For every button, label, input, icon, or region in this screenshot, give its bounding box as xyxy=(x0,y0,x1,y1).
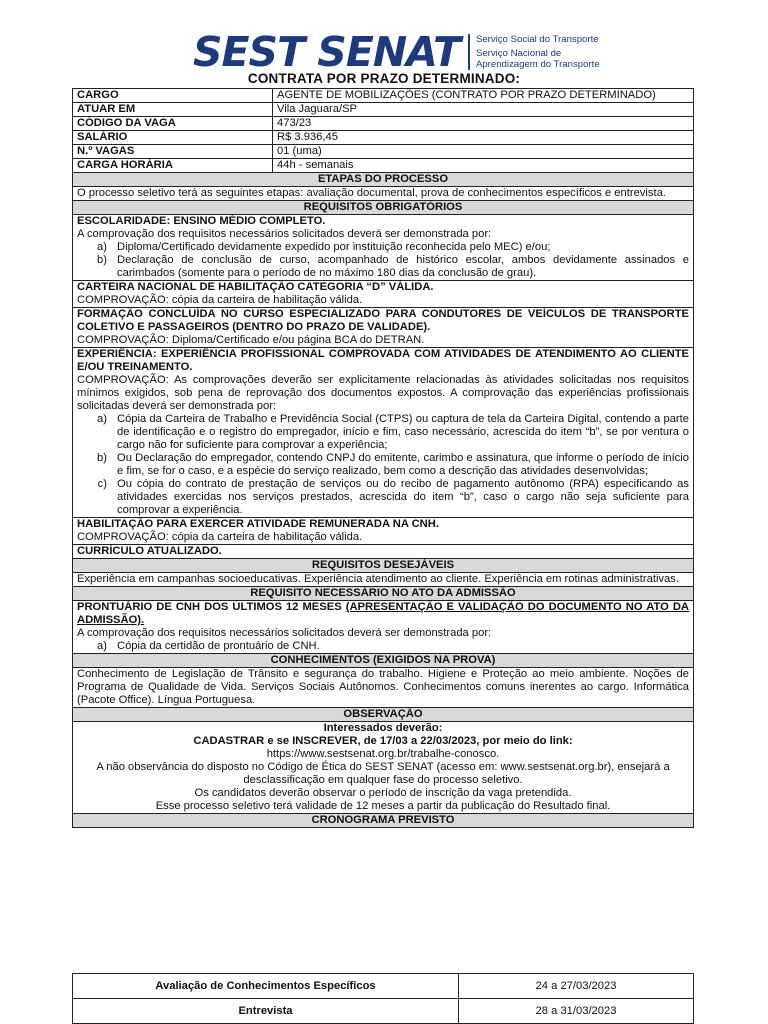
admissao-title xyxy=(77,601,689,627)
info-row-salario xyxy=(73,131,694,145)
observacao-header: OBSERVAÇÃO xyxy=(73,708,694,722)
list-marker: c) xyxy=(97,478,107,490)
observacao-link[interactable]: https://www.sestsenat.org.br/trabalhe-conosco. xyxy=(266,748,500,760)
info-row-codigo xyxy=(73,117,694,131)
observacao-line-6: Esse processo seletivo terá validade de 12 meses a partir da publicação do Resultado final. xyxy=(155,800,611,812)
codigo-value: 473/23 xyxy=(273,117,694,131)
cargo-value: AGENTE DE MOBILIZAÇÕES (CONTRATO POR PRAZO DETERMINADO) xyxy=(273,89,694,103)
observacao-line-2: CADASTRAR e se INSCREVER, de 17/03 a 22/03/2023, por meio do link: xyxy=(193,735,573,747)
list-text: Cópia da Carteira de Trabalho e Previdência Social (CTPS) ou captura de tela da Carteira Digital, contendo a parte de identificação e o registro do empregador, início e fim, caso necessário, acrescida do item “b”, se por ventura o cargo não for suficiente para comprovar a experiência; xyxy=(117,413,689,451)
vagas-label: N.º VAGAS xyxy=(73,145,273,159)
admissao-cell xyxy=(73,601,694,654)
salario-value: R$ 3.936,45 xyxy=(273,131,694,145)
list-marker: a) xyxy=(97,241,107,253)
admissao-intro: A comprovação dos requisitos necessários solicitados deverá ser demonstrada por: xyxy=(77,627,492,639)
schedule-activity: Entrevista xyxy=(73,999,459,1024)
logo-line-1: Serviço Social do Transporte xyxy=(475,34,599,45)
list-item xyxy=(77,478,689,517)
info-row-cargo xyxy=(73,89,694,103)
habilitacao-proof: COMPROVAÇÃO: cópia da carteira de habilitação válida. xyxy=(77,531,363,543)
schedule-date: 24 a 27/03/2023 xyxy=(459,974,694,999)
escolaridade-intro: A comprovação dos requisitos necessários solicitados deverá ser demonstrada por: xyxy=(77,228,492,240)
list-marker: a) xyxy=(97,640,107,652)
admissao-header: REQUISITO NECESSÁRIO NO ATO DA ADMISSÃO xyxy=(73,587,694,601)
conhecimentos-header: CONHECIMENTOS (EXIGIDOS NA PROVA) xyxy=(73,654,694,668)
obrigatorios-header: REQUISITOS OBRIGATÓRIOS xyxy=(73,201,694,215)
formacao-proof: COMPROVAÇÃO: Diploma/Certificado e/ou página BCA do DETRAN. xyxy=(77,334,425,346)
logo-line-2: Serviço Nacional de xyxy=(475,48,562,59)
list-text: Diploma/Certificado devidamente expedido por instituição reconhecida pelo MEC) e/ou; xyxy=(117,241,551,253)
etapas-header: ETAPAS DO PROCESSO xyxy=(73,173,694,187)
list-text: Declaração de conclusão de curso, acompanhado de histórico escolar, ambos devidamente assinados e carimbados (somente para o período de no máximo 180 dias da conclusão de grau). xyxy=(117,254,689,279)
admissao-title-underlined: (APRESENTAÇÃO E VALIDAÇÃO DO DOCUMENTO NO ATO DA ADMISSÃO). xyxy=(77,601,689,626)
observacao-cell xyxy=(73,722,694,814)
habilitacao-cell xyxy=(73,518,694,545)
formacao-title: FORMAÇÃO CONCLUÍDA NO CURSO ESPECIALIZADO PARA CONDUTORES DE VEÍCULOS DE TRANSPORTE COLETIVO E PASSAGEIROS (DENTRO DO PRAZO DE VALIDADE). xyxy=(77,308,689,333)
list-item xyxy=(77,254,689,280)
sest-senat-logo xyxy=(193,30,600,74)
info-row-carga xyxy=(73,159,694,173)
vagas-value: 01 (uma) xyxy=(273,145,694,159)
list-marker: a) xyxy=(97,413,107,425)
atuar-value: Vila Jaguara/SP xyxy=(273,103,694,117)
logo-subtitle xyxy=(476,34,600,70)
info-row-atuar xyxy=(73,103,694,117)
carga-value: 44h - semanais xyxy=(273,159,694,173)
logo-wordmark: SEST SENAT xyxy=(193,28,460,76)
info-row-vagas xyxy=(73,145,694,159)
carga-label: CARGA HORÁRIA xyxy=(73,159,273,173)
habilitacao-title: HABILITAÇÃO PARA EXERCER ATIVIDADE REMUNERADA NA CNH. xyxy=(77,518,439,530)
salario-label: SALÁRIO xyxy=(73,131,273,145)
desejaveis-text: Experiência em campanhas socioeducativas. Experiência atendimento ao cliente. Experiência em rotinas administrativas. xyxy=(73,573,694,587)
table-row xyxy=(73,999,694,1024)
experiencia-cell xyxy=(73,348,694,518)
schedule-table xyxy=(72,973,694,1024)
cargo-label: CARGO xyxy=(73,89,273,103)
formacao-cell xyxy=(73,308,694,348)
experiencia-title: EXPERIÊNCIA: EXPERIÊNCIA PROFISSIONAL COMPROVADA COM ATIVIDADES DE ATENDIMENTO AO CLIENTE E/OU TREINAMENTO. xyxy=(77,348,689,373)
list-item xyxy=(77,241,689,254)
list-text: Ou cópia do contrato de prestação de serviços ou do recibo de pagamento autônomo (RPA) especificando as atividades exercidas nos serviços prestados, acrescida do item “b”, caso o cargo não seja suficiente para comprovar a experiência. xyxy=(117,478,689,516)
admissao-title-plain: PRONTUÁRIO DE CNH DOS ÚLTIMOS 12 MESES xyxy=(77,601,346,613)
observacao-line-4: A não observância do disposto no Código de Ética do SEST SENAT (acesso em: www.sestsenat.org.br), ensejará a desclassificação em qualquer fase do processo seletivo. xyxy=(96,761,670,786)
escolaridade-title: ESCOLARIDADE: ENSINO MÉDIO COMPLETO. xyxy=(77,215,326,227)
logo-line-3: Aprendizagem do Transporte xyxy=(475,59,600,70)
list-marker: b) xyxy=(97,452,107,464)
cnh-cell xyxy=(73,281,694,308)
list-text: Ou Declaração do empregador, contendo CNPJ do emitente, carimbo e assinatura, que informe o período de início e fim, se for o caso, e a espécie do serviço realizado, bem como a descrição das atividades desenvolvidas; xyxy=(117,452,689,477)
conhecimentos-text: Conhecimento de Legislação de Trânsito e segurança do trabalho. Higiene e Proteção ao meio ambiente. Noções de Programa de Qualidade de Vida. Serviços Sociais Autônomos. Conhecimentos comuns inerentes ao cargo. Informática (Pacote Office). Língua Portuguesa. xyxy=(73,668,694,708)
experiencia-proof: COMPROVAÇÃO: As comprovações deverão ser explicitamente relacionadas às atividades solicitadas nos requisitos mínimos exigidos, sob pena de reprovação dos documentos expostos. A comprovação das experiências profissionais solicitadas deverá ser demonstrada por: xyxy=(77,374,689,412)
schedule-date: 28 a 31/03/2023 xyxy=(459,999,694,1024)
list-marker: b) xyxy=(97,254,107,266)
etapas-text: O processo seletivo terá as seguintes etapas: avaliação documental, prova de conhecimentos específicos e entrevista. xyxy=(73,187,694,201)
curriculo-cell: CURRÍCULO ATUALIZADO. xyxy=(73,545,694,559)
observacao-line-5: Os candidatos deverão observar o período de inscrição da vaga pretendida. xyxy=(194,787,572,799)
list-item xyxy=(77,640,689,653)
list-text: Cópia da certidão de prontuário de CNH. xyxy=(117,640,320,652)
cnh-proof: COMPROVAÇÃO: cópia da carteira de habilitação válida. xyxy=(77,294,363,306)
list-item xyxy=(77,413,689,452)
desejaveis-header: REQUISITOS DESEJÁVEIS xyxy=(73,559,694,573)
codigo-label: CÓDIGO DA VAGA xyxy=(73,117,273,131)
observacao-line-1: Interessados deverão: xyxy=(323,722,443,734)
cnh-title: CARTEIRA NACIONAL DE HABILITAÇÃO CATEGORIA “D” VÁLIDA. xyxy=(77,281,434,293)
document-title: CONTRATA POR PRAZO DETERMINADO: xyxy=(247,71,521,86)
table-row xyxy=(73,974,694,999)
atuar-label: ATUAR EM xyxy=(73,103,273,117)
schedule-activity: Avaliação de Conhecimentos Específicos xyxy=(73,974,459,999)
job-posting-table xyxy=(72,88,694,828)
logo-divider xyxy=(468,34,470,70)
list-item xyxy=(77,452,689,478)
escolaridade-cell xyxy=(73,215,694,281)
cronograma-header: CRONOGRAMA PREVISTO xyxy=(73,814,694,828)
